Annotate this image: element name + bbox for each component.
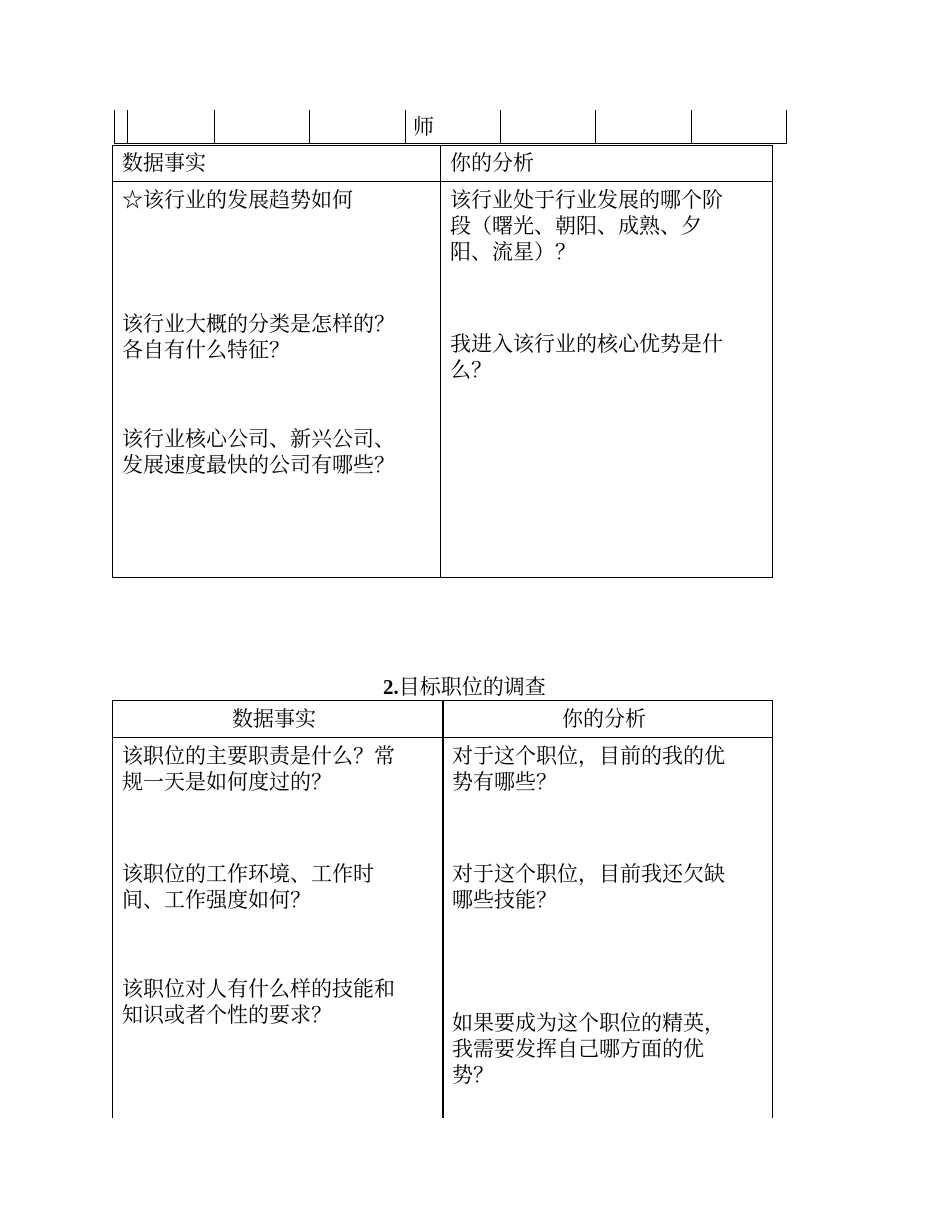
- table1-header-your-analysis: 你的分析: [450, 151, 534, 175]
- strip-border: [114, 110, 115, 144]
- strip-divider: [214, 110, 215, 144]
- strip-divider: [309, 110, 310, 144]
- strip-cell-text: 师: [413, 115, 434, 139]
- table2-right-item-1: 对于这个职位，目前的我的优 势有哪些？: [452, 744, 725, 794]
- table1-middle-border: [440, 145, 441, 578]
- table2-left-border: [112, 700, 113, 1118]
- strip-divider: [500, 110, 501, 144]
- section-title-text: 目标职位的调查: [398, 675, 546, 699]
- strip-divider: [691, 110, 692, 144]
- table1-header-border: [112, 181, 773, 182]
- table2-left-item-3: 该职位对人有什么样的技能和 知识或者个性的要求？: [122, 977, 395, 1027]
- table1-right-border: [772, 145, 773, 578]
- table2-middle-border: [442, 700, 444, 1118]
- strip-divider: [786, 110, 787, 144]
- table2-right-item-2: 对于这个职位，目前我还欠缺 哪些技能？: [452, 862, 725, 912]
- table1-top-border: [112, 145, 773, 146]
- table2-left-item-1: 该职位的主要职责是什么？常 规一天是如何度过的？: [122, 744, 395, 794]
- table1-right-item-2: 我进入该行业的核心优势是什 么？: [450, 332, 723, 382]
- table1-right-item-1: 该行业处于行业发展的哪个阶 段（曙光、朝阳、成熟、夕 阳、流星）？: [450, 188, 723, 264]
- strip-divider: [405, 110, 406, 144]
- table1-left-item-3: 该行业核心公司、新兴公司、 发展速度最快的公司有哪些？: [122, 427, 395, 477]
- strip-divider: [595, 110, 596, 144]
- table1-left-item-2: 该行业大概的分类是怎样的？ 各自有什么特征？: [122, 312, 395, 362]
- section-title: [383, 674, 546, 700]
- table2-left-item-2: 该职位的工作环境、工作时 间、工作强度如何？: [122, 862, 374, 912]
- table1-left-item-1: ☆该行业的发展趋势如何: [122, 188, 353, 212]
- section-number: 2.: [383, 675, 399, 699]
- strip-divider: [127, 110, 128, 144]
- table2-header-your-analysis: 你的分析: [562, 707, 646, 731]
- table1-header-data-facts: 数据事实: [122, 151, 206, 175]
- table1-bottom-border: [112, 577, 773, 578]
- table2-header-data-facts: 数据事实: [232, 707, 316, 731]
- strip-bottom-border: [114, 143, 787, 144]
- table2-right-item-3: 如果要成为这个职位的精英， 我需要发挥自己哪方面的优 势？: [452, 1011, 725, 1087]
- table1-left-border: [112, 145, 113, 578]
- table2-right-border: [772, 700, 773, 1118]
